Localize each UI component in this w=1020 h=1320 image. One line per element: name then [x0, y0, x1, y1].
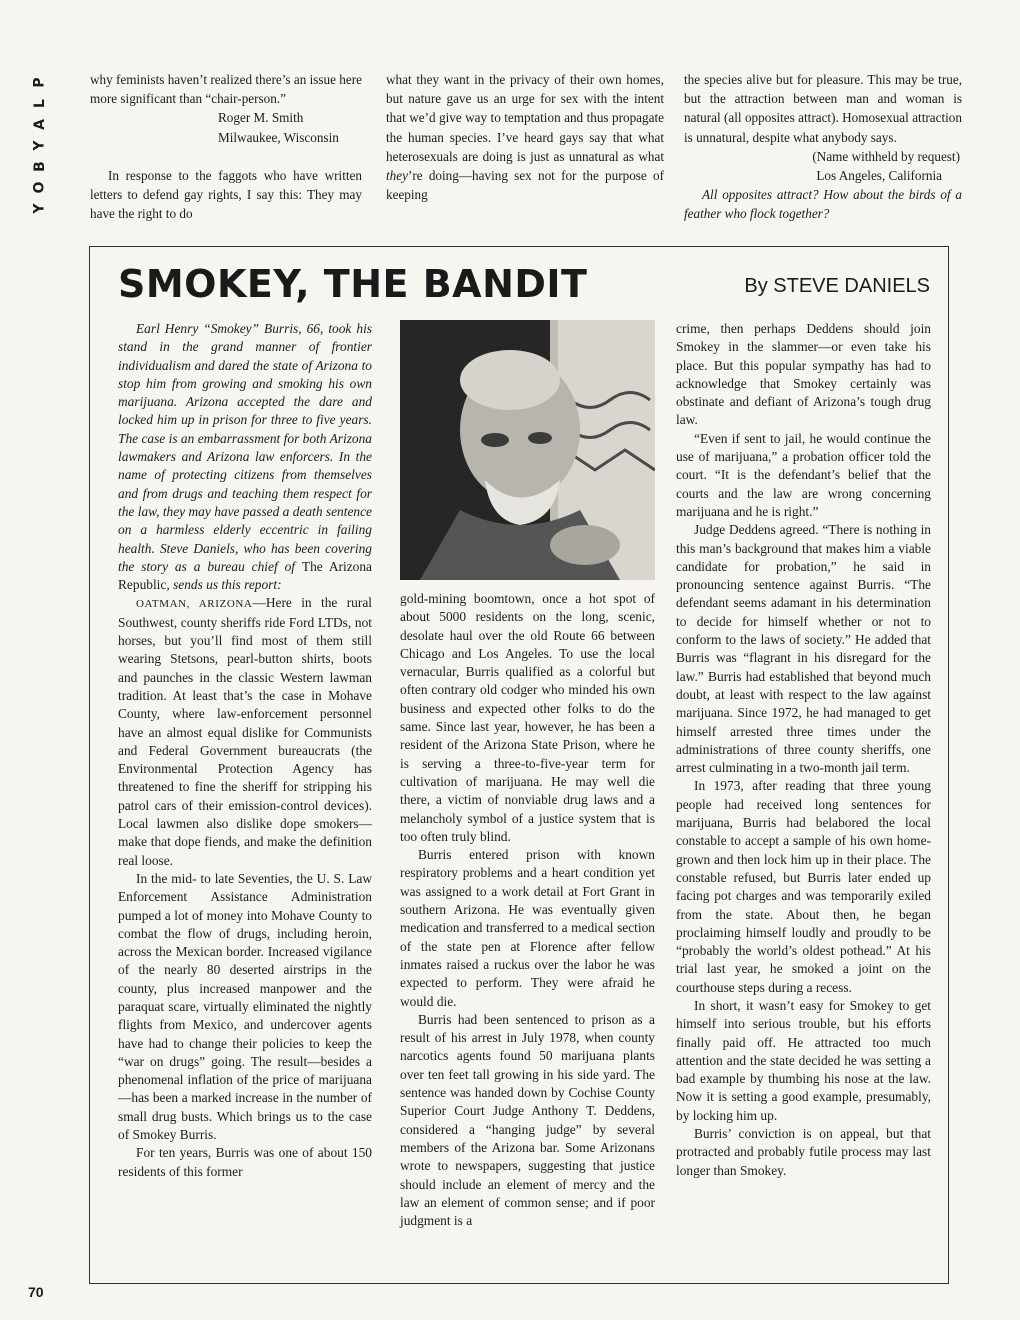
article-photo-portrait: [400, 320, 655, 580]
sidebar-letter: B: [31, 161, 48, 172]
article-headline: SMOKEY, THE BANDIT: [118, 262, 588, 306]
letter-text: the species alive but for pleasure. This may be true, but the attraction between man and woman is natural (all opposites attract). Homosexual attraction is unnatural, despite what anybody says.: [684, 72, 962, 145]
letter-signature-place: Los Angeles, California: [816, 168, 942, 184]
letter-signature-name: (Name withheld by request): [812, 148, 960, 164]
article-paragraph: crime, then perhaps Deddens should join Smokey in the slammer—or even take his place. But this popular sympathy has had to acknowledge that Smokey certainly was obstinate and defiant of Arizona’s tough drug law.: [676, 321, 931, 428]
letter-signature-name: Roger M. Smith: [218, 110, 304, 126]
article-column-3: [676, 320, 931, 1180]
sidebar-letter: O: [31, 181, 48, 194]
letter-text: why feminists haven’t realized there’s an issue here more significant than “chair-person.”: [90, 72, 362, 107]
article-byline: By STEVE DANIELS: [744, 275, 930, 297]
article-paragraph: For ten years, Burris was one of about 150 residents of this former: [118, 1145, 372, 1179]
sidebar-letter: Y: [31, 140, 48, 151]
sidebar-letter: A: [31, 119, 48, 130]
sidebar-letter: L: [31, 99, 48, 108]
article-paragraph: In short, it wasn’t easy for Smokey to get himself into serious trouble, but his efforts finally paid off. He attracted too much attention and the state decided he was setting a bad example by thumbing his nose at the law. Now it is setting a good example, presumably, by locking him up.: [676, 997, 931, 1123]
article-intro: Earl Henry “Smokey” Burris, 66, took his stand in the grand manner of frontier individualism and dared the state of Arizona to stop him from growing and smoking his own marijuana. Arizona accepted the dare and locked him up in prison for three to five years. The case is an embarrassment for both Arizona lawmakers and Arizona law enforcers. In the name of protecting citizens from themselves and from drugs and teaching them respect for the law, they may have passed a death sentence on a harmless elderly eccentric in failing health. Steve Daniels, who has been covering the story as a bureau chief of The Arizona Republic, sends us this report:: [118, 321, 372, 593]
article-paragraph: “Even if sent to jail, he would continue the use of marijuana,” a probation officer told the court. “It is the defendant’s belief that the courts and the law are wrong concerning marijuana and he is right.”: [676, 430, 931, 519]
article-paragraph: In the mid- to late Seventies, the U. S. Law Enforcement Assistance Administration pumped a lot of money into Mohave County to combat the flow of drugs, including heroin, across the Mexican border. Increased vigilance of the nearly 80 deserted airstrips in the county, plus increased manpower and the paraquat scare, virtually eliminated the nightly flights from Mexico, and undercover agents have had to change their policies to keep the “war on drugs” going. The result—besides a phenomenal inflation of the price of marijuana—has been a marked increase in the number of small drug busts. Which brings us to the case of Smokey Burris.: [118, 870, 372, 1143]
article-paragraph: Judge Deddens agreed. “There is nothing in this man’s background that makes him a viable candidate for probation,” he said in pronouncing sentence against Burris. “The defendant seems adamant in his determination to decide for himself whether or not to conform to the laws of society.” He added that Burris was “flagrant in his disregard for the law.” Burris had established that beyond much doubt, at least with respect to the law against marijuana. Since 1972, he had managed to get himself arrested three times under the administrations of three county sheriffs, one arrest culminating in a two-month jail term.: [676, 522, 931, 776]
letters-column-1: [90, 70, 362, 223]
article-paragraph: In 1973, after reading that three young people had received long sentences for marijuana, Burris had belabored the local constable to accept a sample of his own home-grown and then lock him up in their place. The constable refused, but Burris later ended up facing pot charges and was temporarily exiled from the state. About then, he began proclaiming himself loudly and proudly to be “probably the world’s oldest pothead.” At his trial last year, he smoked a joint on the courthouse steps during a recess.: [676, 778, 931, 995]
sidebar-letter: P: [31, 77, 48, 88]
letter-text: In response to the faggots who have written letters to defend gay rights, I say this: They may have the right to do: [90, 167, 362, 222]
page-number: 70: [28, 1284, 44, 1300]
article-paragraph: Burris had been sentenced to prison as a result of his arrest in July 1978, when county narcotics agents found 50 marijuana plants over ten feet tall growing in his side yard. The sentence was handed down by Cochise County Superior Court Judge Anthony T. Deddens, considered a “hanging judge” by several members of the Arizona bar. Some Arizonans wrote to newspapers, suggesting that justice should include an element of mercy and the law an element of common sense; and if poor judgment is a: [400, 1011, 655, 1229]
article-column-2: [400, 590, 655, 1230]
article-paragraph: Burris’ conviction is on appeal, but that protracted and probably futile process may last longer than Smokey.: [676, 1126, 931, 1178]
magazine-sidebar-logo: [30, 72, 50, 219]
letter-text: what they want in the privacy of their own homes, but nature gave us an urge for sex with the intent that we’d give way to temptation and thus propagate the human species. I’ve heard gays say that what heterosexuals are doing is just as unnatural as what they’re doing—having sex not for the purpose of keeping: [386, 72, 664, 203]
letters-column-3: [684, 70, 962, 224]
letter-signature-place: Milwaukee, Wisconsin: [218, 129, 339, 145]
article-paragraph: OATMAN, ARIZONA—Here in the rural Southwest, county sheriffs ride Ford LTDs, not horses, but you’ll find most of them still wearing Stetsons, pearl-button shirts, boots and paunches in the classic Western lawman tradition. At least that’s the case in Mohave County, where law-enforcement personnel have an almost equal dislike for Communists and Federal Government bureaucrats (the Environmental Protection Agency has threatened to fine the sheriff for stripping his patrol cars of their emission-control devices). Local lawmen also dislike dope smokers—make that dope fiends, and make the definition real loose.: [118, 595, 372, 868]
article-dateline: OATMAN, ARIZONA: [136, 598, 253, 611]
sidebar-letter: Y: [31, 203, 48, 214]
article-column-1: [118, 320, 372, 1181]
article-paragraph: Burris entered prison with known respiratory problems and a heart condition yet was assigned to a work detail at Fort Grant in southern Arizona. He was eventually given medication and transferred to a medical section of the state pen at Florence after fellow inmates raised a ruckus over the labor he was expected to perform. They were afraid he would die.: [400, 847, 655, 1009]
letters-column-2: [386, 70, 664, 204]
article-paragraph: gold-mining boomtown, once a hot spot of about 5000 residents on the long, scenic, desolate haul over the old Route 66 between Chicago and Los Angeles. To use the local vernacular, Burris qualified as a colorful but often contrary old codger who minded his own business and expected other folks to do the same. Since last year, however, he has been a resident of the Arizona State Prison, where he is serving a three-to-five-year term for cultivation of marijuana. He may well die there, a victim of nonviable drug laws and a melancholy symbol of a justice system that is too often truly blind.: [400, 591, 655, 844]
editor-reply: All opposites attract? How about the birds of a feather who flock together?: [684, 187, 962, 222]
portrait-photo-drawing: [400, 320, 655, 580]
